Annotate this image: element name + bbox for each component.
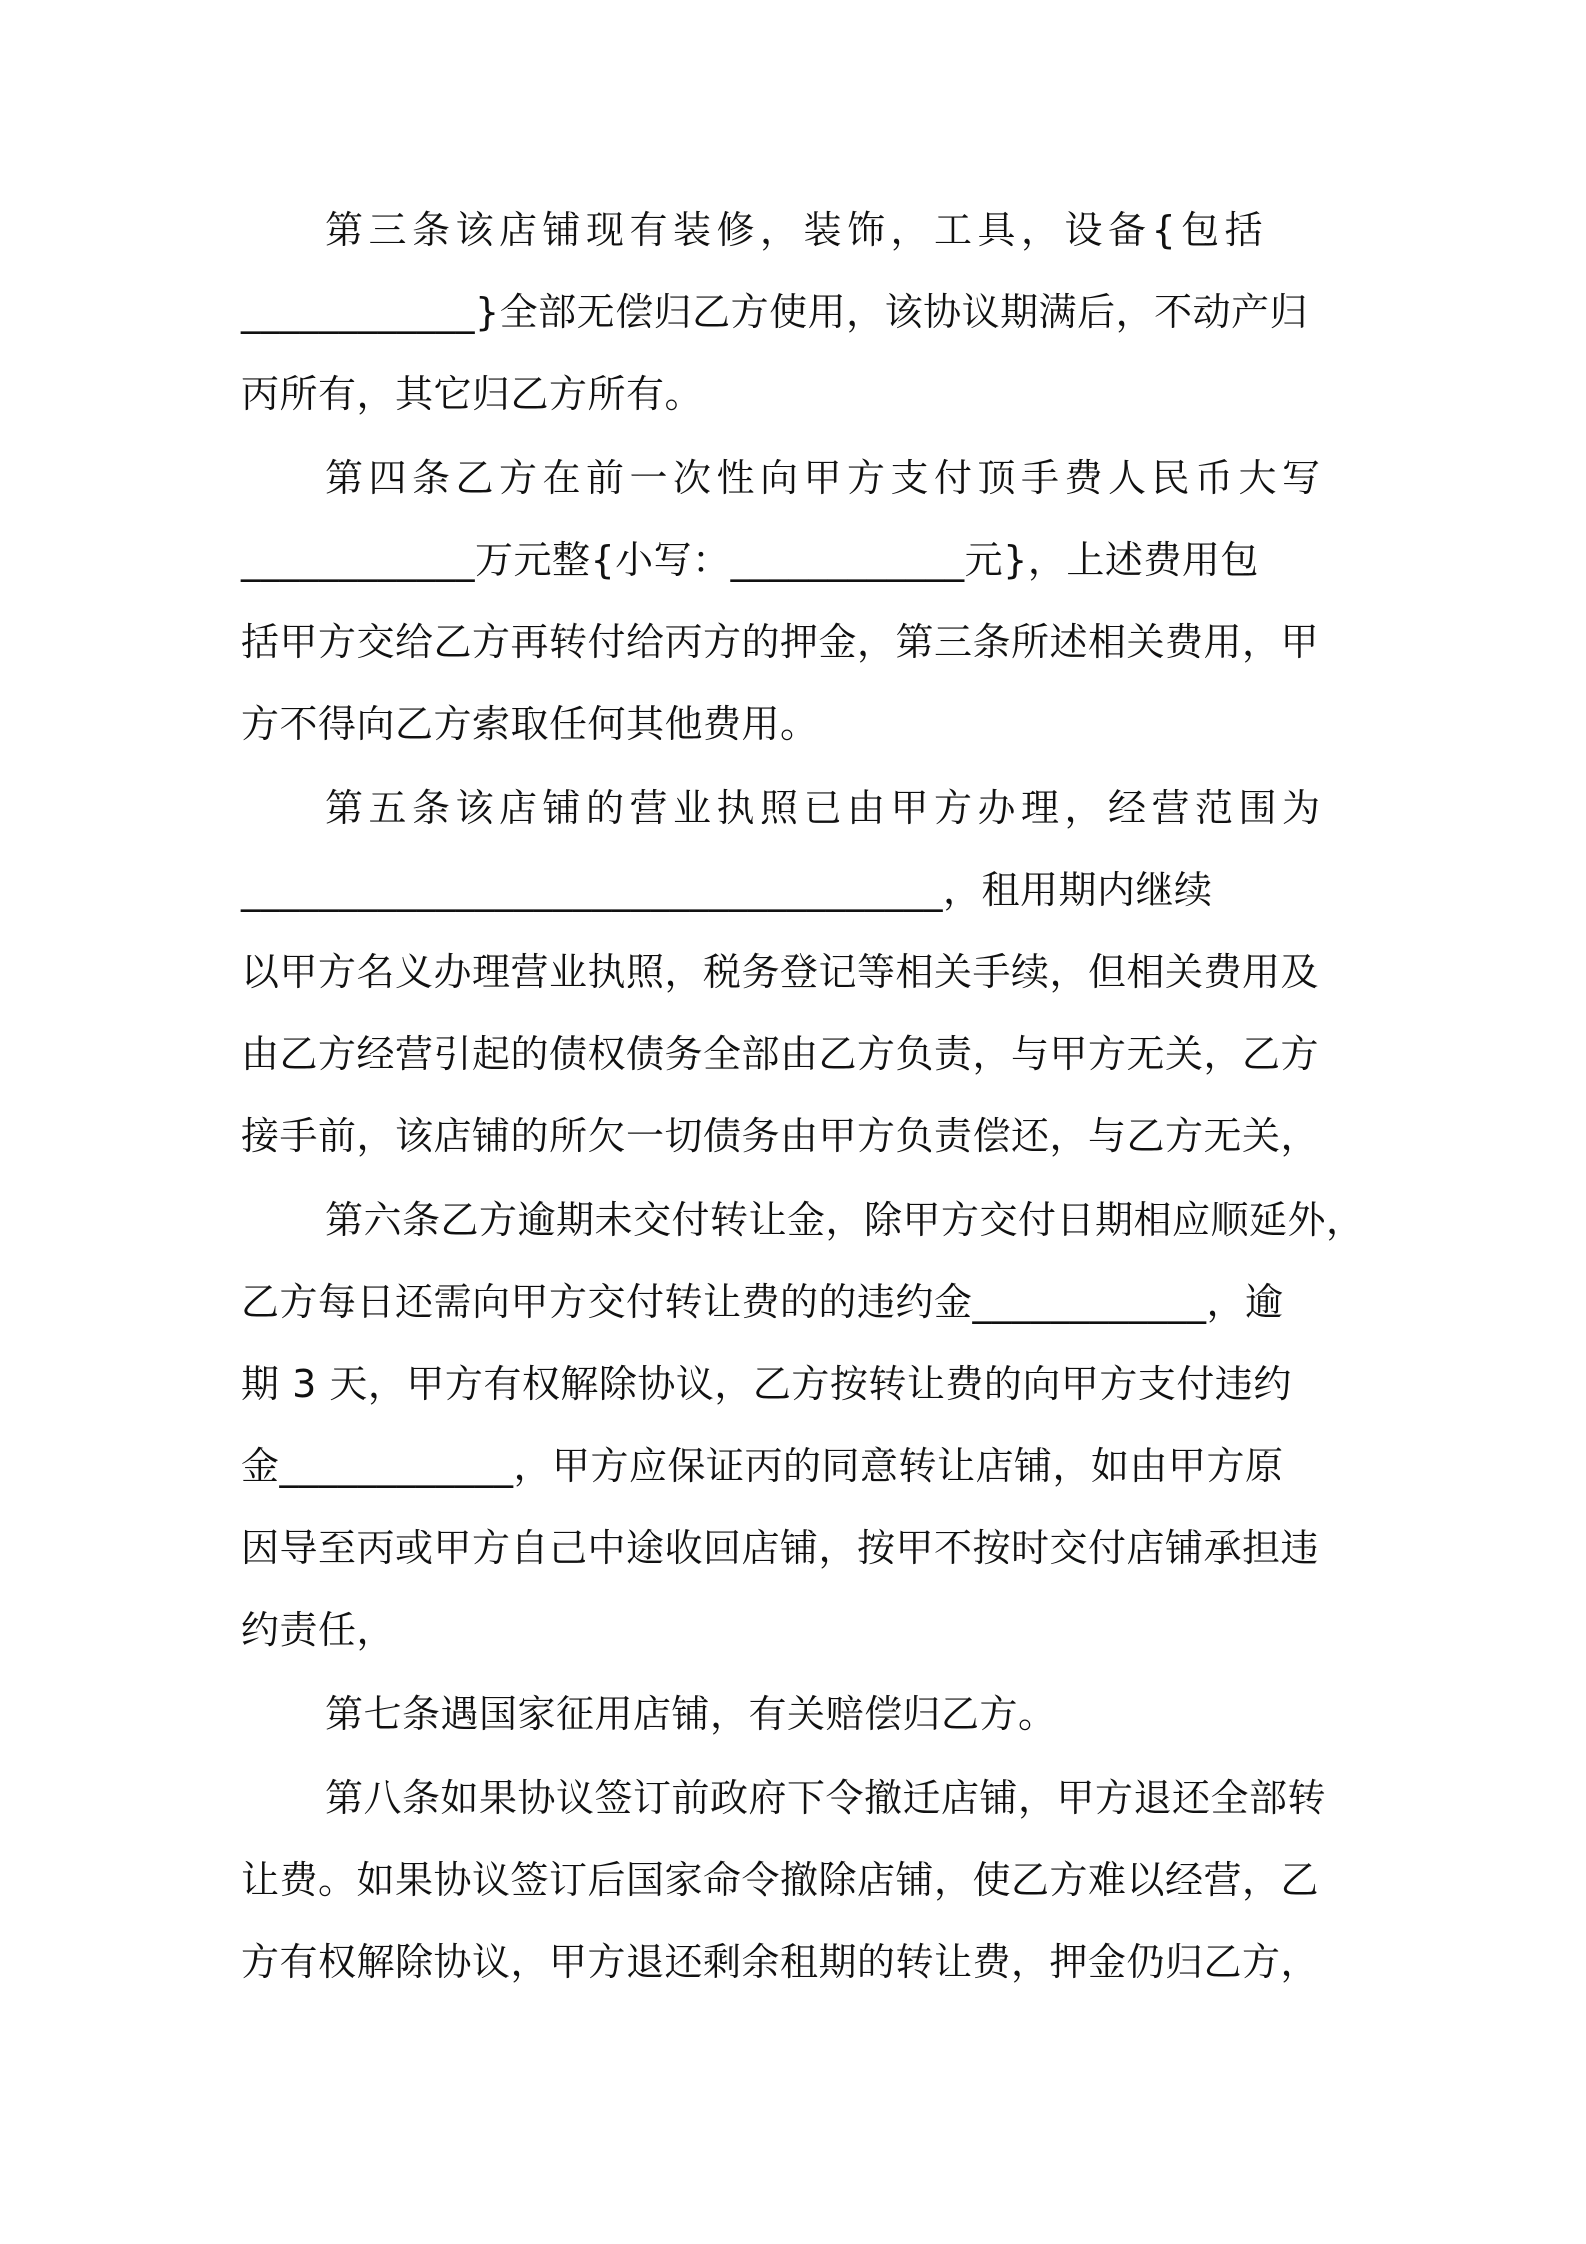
article-4-line-3: 括甲方交给乙方再转付给丙方的押金，第三条所述相关费用，甲	[241, 620, 1320, 664]
article-5-line-1: 第五条该店铺的营业执照已由甲方办理，经营范围为	[325, 786, 1326, 830]
article-5-line-3: 以甲方名义办理营业执照，税务登记等相关手续，但相关费用及	[241, 950, 1320, 994]
article-4-line-1: 第四条乙方在前一次性向甲方支付顶手费人民币大写	[325, 456, 1326, 500]
article-4-line-4: 方不得向乙方索取任何其他费用。	[241, 702, 819, 746]
article-8-line-1: 第八条如果协议签订前政府下令撤迁店铺，甲方退还全部转	[325, 1776, 1327, 1820]
article-4-line-2: ____________万元整{小写：____________元}，上述费用包	[241, 538, 1259, 582]
article-6-line-3: 期 3 天，甲方有权解除协议，乙方按转让费的向甲方支付违约	[241, 1362, 1292, 1406]
article-8-line-3: 方有权解除协议，甲方退还剩余租期的转让费，押金仍归乙方，	[241, 1940, 1320, 1984]
article-3-line-2: ____________}全部无偿归乙方使用，该协议期满后，不动产归	[241, 290, 1309, 334]
article-6-line-2: 乙方每日还需向甲方交付转让费的的违约金____________，逾	[241, 1280, 1284, 1324]
article-7-line-1: 第七条遇国家征用店铺，有关赔偿归乙方。	[325, 1692, 1057, 1736]
article-3-line-1: 第三条该店铺现有装修，装饰，工具，设备{包括	[325, 208, 1269, 252]
article-5-line-5: 接手前，该店铺的所欠一切债务由甲方负责偿还，与乙方无关，	[241, 1114, 1320, 1158]
article-8-line-2: 让费。如果协议签订后国家命令撤除店铺，使乙方难以经营，乙	[241, 1858, 1320, 1902]
article-6-line-5: 因导至丙或甲方自己中途收回店铺，按甲不按时交付店铺承担违	[241, 1526, 1320, 1570]
article-6-line-1: 第六条乙方逾期未交付转让金，除甲方交付日期相应顺延外，	[325, 1198, 1365, 1242]
article-6-line-6: 约责任，	[241, 1608, 396, 1652]
article-3-line-3: 丙所有，其它归乙方所有。	[241, 372, 704, 416]
article-5-line-2: ____________________________________，租用期内继续	[241, 868, 1213, 912]
article-6-line-4: 金____________，甲方应保证丙的同意转让店铺，如由甲方原	[241, 1444, 1284, 1488]
article-5-line-4: 由乙方经营引起的债权债务全部由乙方负责，与甲方无关，乙方	[241, 1032, 1320, 1076]
